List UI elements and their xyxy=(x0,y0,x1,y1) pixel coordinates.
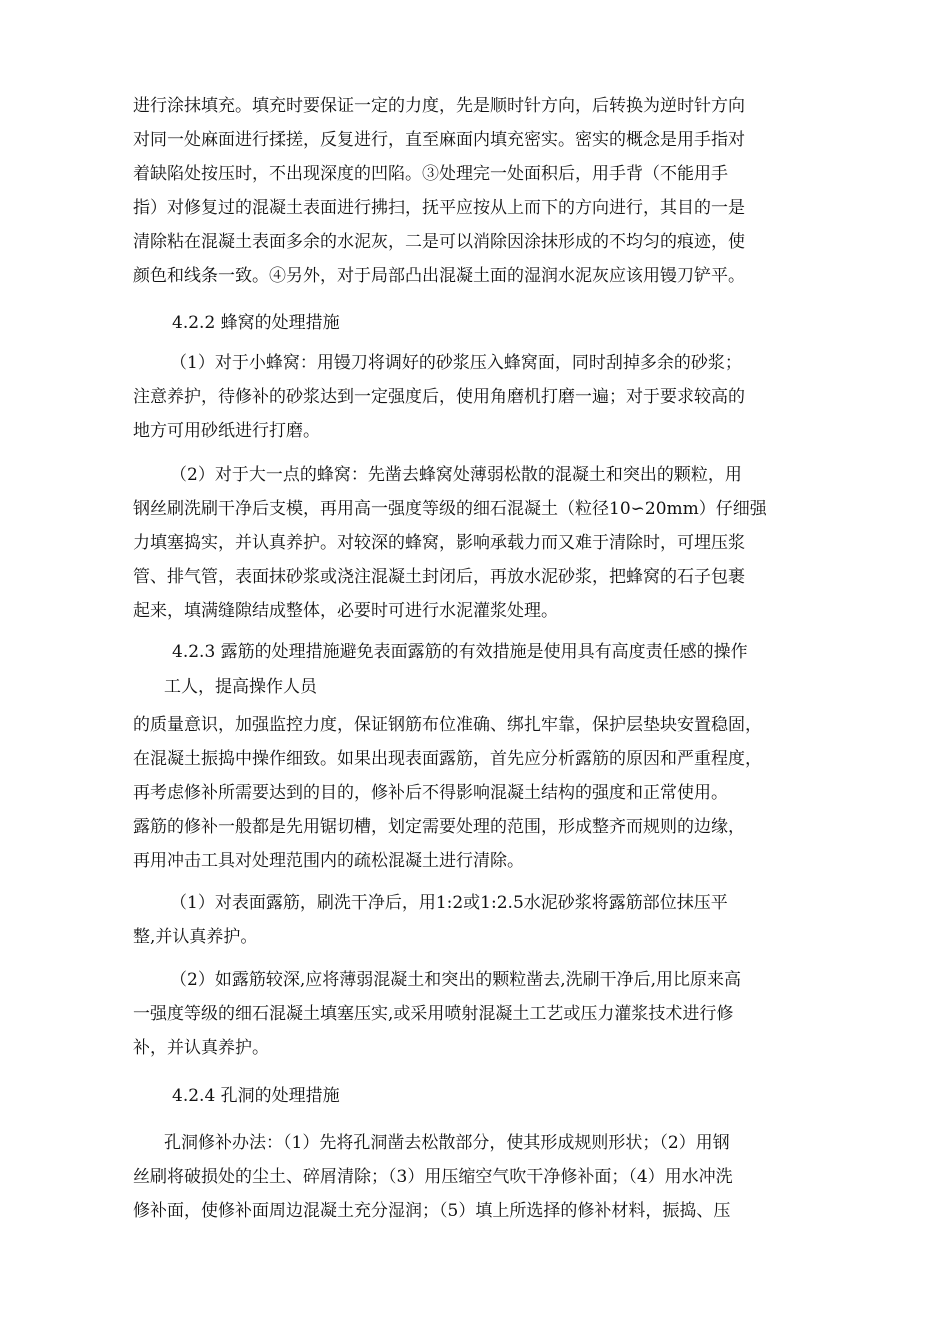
text-line: （2）对于大一点的蜂窝：先凿去蜂窝处薄弱松散的混凝土和突出的颗粒，用 xyxy=(170,465,742,485)
text-line: 钢丝刷洗刷干净后支模，再用高一强度等级的细石混凝土（粒径10∽20mm）仔细强 xyxy=(133,499,767,519)
text-line: 工人，提高操作人员 xyxy=(164,677,317,697)
text-line: 孔洞修补办法：（1）先将孔洞凿去松散部分，使其形成规则形状；（2）用钢 xyxy=(164,1133,730,1153)
text-line: 整,并认真养护。 xyxy=(133,927,258,947)
text-line: 进行涂抹填充。填充时要保证一定的力度，先是顺时针方向，后转换为逆时针方向 xyxy=(133,96,745,116)
text-line: 再用冲击工具对处理范围内的疏松混凝土进行清除。 xyxy=(133,851,524,871)
text-line: 在混凝土振捣中操作细致。如果出现表面露筋，首先应分析露筋的原因和严重程度， xyxy=(133,749,762,769)
text-line: 一强度等级的细石混凝土填塞压实,或采用喷射混凝土工艺或压力灌浆技术进行修 xyxy=(133,1004,734,1024)
text-line: 对同一处麻面进行揉搓，反复进行，直至麻面内填充密实。密实的概念是用手指对 xyxy=(133,130,745,150)
text-line: （2）如露筋较深,应将薄弱混凝土和突出的颗粒凿去,洗刷干净后,用比原来高 xyxy=(170,970,742,990)
text-line: 颜色和线条一致。④另外，对于局部凸出混凝土面的湿润水泥灰应该用镘刀铲平。 xyxy=(133,266,745,286)
text-line: 的质量意识，加强监控力度，保证钢筋布位准确、绑扎牢靠，保护层垫块安置稳固， xyxy=(133,715,762,735)
text-line: （1）对表面露筋，刷洗干净后，用1:2或1:2.5水泥砂浆将露筋部位抹压平 xyxy=(170,893,728,913)
text-line: （1）对于小蜂窝：用镘刀将调好的砂浆压入蜂窝面，同时刮掉多余的砂浆； xyxy=(170,353,742,373)
text-line: 再考虑修补所需要达到的目的，修补后不得影响混凝土结构的强度和正常使用。 xyxy=(133,783,728,803)
text-line: 地方可用砂纸进行打磨。 xyxy=(133,421,320,441)
heading-4-2-4: 4.2.4 孔洞的处理措施 xyxy=(172,1086,340,1106)
text-line: 补，并认真养护。 xyxy=(133,1038,269,1058)
text-line: 指）对修复过的混凝土表面进行拂扫，抚平应按从上而下的方向进行，其目的一是 xyxy=(133,198,745,218)
text-line: 起来，填满缝隙结成整体，必要时可进行水泥灌浆处理。 xyxy=(133,601,558,621)
text-line: 4.2.3 露筋的处理措施避免表面露筋的有效措施是使用具有高度责任感的操作 xyxy=(172,642,748,662)
text-line: 着缺陷处按压时，不出现深度的凹陷。③处理完一处面积后，用手背（不能用手 xyxy=(133,164,728,184)
text-line: 注意养护，待修补的砂浆达到一定强度后，使用角磨机打磨一遍；对于要求较高的 xyxy=(133,387,745,407)
heading-4-2-2: 4.2.2 蜂窝的处理措施 xyxy=(172,313,340,333)
text-line: 露筋的修补一般都是先用锯切槽，划定需要处理的范围，形成整齐而规则的边缘， xyxy=(133,817,745,837)
text-line: 力填塞捣实，并认真养护。对较深的蜂窝，影响承载力而又难于清除时，可埋压浆 xyxy=(133,533,745,553)
text-line: 清除粘在混凝土表面多余的水泥灰，二是可以消除因涂抹形成的不均匀的痕迹，使 xyxy=(133,232,745,252)
text-line: 管、排气管，表面抹砂浆或浇注混凝土封闭后，再放水泥砂浆，把蜂窝的石子包裹 xyxy=(133,567,745,587)
text-line: 丝刷将破损处的尘土、碎屑清除；（3）用压缩空气吹干净修补面；（4）用水冲洗 xyxy=(133,1167,733,1187)
text-line: 修补面，使修补面周边混凝土充分湿润；（5）填上所选择的修补材料，振捣、压 xyxy=(133,1201,731,1221)
